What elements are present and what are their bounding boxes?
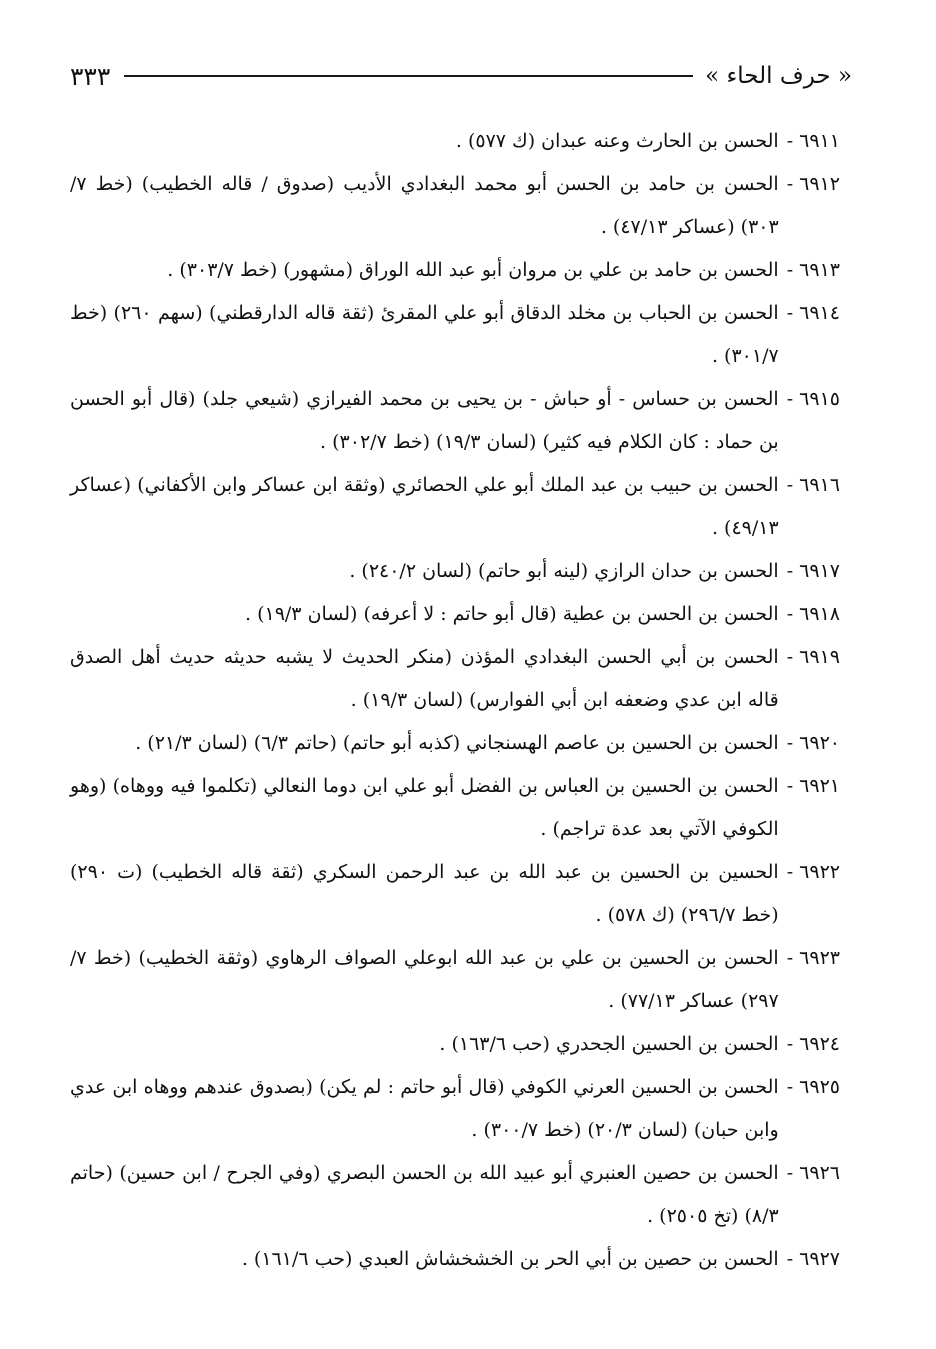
entry-text: الحسن بن الحارث وعنه عبدان (ك ٥٧٧) .: [455, 130, 779, 152]
entry-text: الحسن بن الحسين الجحدري (حب ١٦٣/٦) .: [439, 1033, 779, 1055]
entry-text: الحسن بن الحباب بن مخلد الدقاق أبو علي المقرئ (ثقة قاله الدارقطني) (سهم ٢٦٠) (خط ٣٠١/٧) .: [70, 302, 779, 367]
entry-text: الحسن بن حامد بن الحسن أبو محمد البغدادي الأديب (صدوق / قاله الخطيب) (خط ٧/ ٣٠٣) (عساكر ٤٧/١٣) .: [70, 173, 779, 238]
entry-number: ٦٩٢٢ -: [786, 861, 840, 883]
entry-text: الحسن بن الحسن بن عطية (قال أبو حاتم : لا أعرفه) (لسان ١٩/٣) .: [245, 603, 779, 625]
entry-number: ٦٩١٥ -: [786, 388, 840, 410]
entry-number: ٦٩١٤ -: [786, 302, 840, 324]
entry-6919: [70, 636, 840, 722]
entry-6918: [70, 593, 840, 636]
entry-6922: [70, 851, 840, 937]
entry-list: [70, 120, 840, 1281]
entry-text: الحسن بن حساس - أو حباش - بن يحيى بن محمد الفيرازي (شيعي جلد) (قال أبو الحسن بن حماد : كان الكلام فيه كثير) (لسان ١٩/٣) (خط ٣٠٢/٧) .: [70, 388, 779, 453]
entry-text: الحسن بن الحسين بن علي بن عبد الله ابوعلي الصواف الرهاوي (وثقة الخطيب) (خط ٧/ ٢٩٧) عساكر ٧٧/١٣) .: [70, 947, 779, 1012]
entry-number: ٦٩١١ -: [786, 130, 840, 152]
entry-number: ٦٩١٢ -: [786, 173, 840, 195]
entry-number: ٦٩١٩ -: [786, 646, 840, 668]
entry-6913: [70, 249, 840, 292]
entry-text: الحسن بن أبي الحسن البغدادي المؤذن (منكر الحديث لا يشبه حديثه حديث أهل الصدق قاله ابن عدي وضعفه ابن أبي الفوارس) (لسان ١٩/٣) .: [70, 646, 779, 711]
entry-text: الحسن بن حدان الرازي (لينه أبو حاتم) (لسان ٢٤٠/٢) .: [349, 560, 779, 582]
entry-text: الحسين بن الحسين بن عبد الله بن عبد الرحمن السكري (ثقة قاله الخطيب) (ت ٢٩٠) (خط ٢٩٦/٧) (ك ٥٧٨) .: [70, 861, 779, 926]
entry-6925: [70, 1066, 840, 1152]
entry-number: ٦٩٢٤ -: [786, 1033, 840, 1055]
entry-text: الحسن بن حامد بن علي بن مروان أبو عبد الله الوراق (مشهور) (خط ٣٠٣/٧) .: [167, 259, 779, 281]
entry-6915: [70, 378, 840, 464]
entry-number: ٦٩٢٦ -: [786, 1162, 840, 1184]
entry-number: ٦٩١٨ -: [786, 603, 840, 625]
entry-number: ٦٩١٣ -: [786, 259, 840, 281]
entry-6912: [70, 163, 840, 249]
entry-6920: [70, 722, 840, 765]
entry-text: الحسن بن حصين بن أبي الحر بن الخشخشاش العبدي (حب ١٦١/٦) .: [241, 1248, 779, 1270]
entry-number: ٦٩٢٣ -: [786, 947, 840, 969]
entry-number: ٦٩١٧ -: [786, 560, 840, 582]
entry-number: ٦٩٢٠ -: [786, 732, 840, 754]
entry-6917: [70, 550, 840, 593]
entry-text: الحسن بن الحسين بن عاصم الهسنجاني (كذبه أبو حاتم) (حاتم ٦/٣) (لسان ٢١/٣) .: [135, 732, 779, 754]
page-header: [70, 58, 852, 94]
entry-6926: [70, 1152, 840, 1238]
entry-6921: [70, 765, 840, 851]
entry-text: الحسن بن حبيب بن عبد الملك أبو علي الحصائري (وثقة ابن عساكر وابن الأكفاني) (عساكر ٤٩/١٣) .: [70, 474, 779, 539]
entry-number: ٦٩١٦ -: [786, 474, 840, 496]
entry-6927: [70, 1238, 840, 1281]
running-title: « حرف الحاء »: [705, 63, 852, 89]
entry-6916: [70, 464, 840, 550]
entry-number: ٦٩٢٧ -: [786, 1248, 840, 1270]
entry-text: الحسن بن حصين العنبري أبو عبيد الله بن الحسن البصري (وفي الجرح / ابن حسين) (حاتم ٨/٣) (تخ ٢٥٠٥) .: [70, 1162, 779, 1227]
entry-text: الحسن بن الحسين العرني الكوفي (قال أبو حاتم : لم يكن) (بصدوق عندهم ووهاه ابن عدي وابن حبان) (لسان ٢٠/٣) (خط ٣٠٠/٧) .: [70, 1076, 779, 1141]
page-number: ٣٣٣: [70, 61, 111, 91]
entry-6924: [70, 1023, 840, 1066]
entry-number: ٦٩٢٥ -: [786, 1076, 840, 1098]
entry-6911: [70, 120, 840, 163]
entry-6914: [70, 292, 840, 378]
entry-text: الحسن بن الحسين بن العباس بن الفضل أبو علي ابن دوما النعالي (تكلموا فيه ووهاه) (وهو الكوفي الآتي بعد عدة تراجم) .: [70, 775, 779, 840]
entry-6923: [70, 937, 840, 1023]
entry-number: ٦٩٢١ -: [786, 775, 840, 797]
header-rule: [124, 75, 693, 77]
